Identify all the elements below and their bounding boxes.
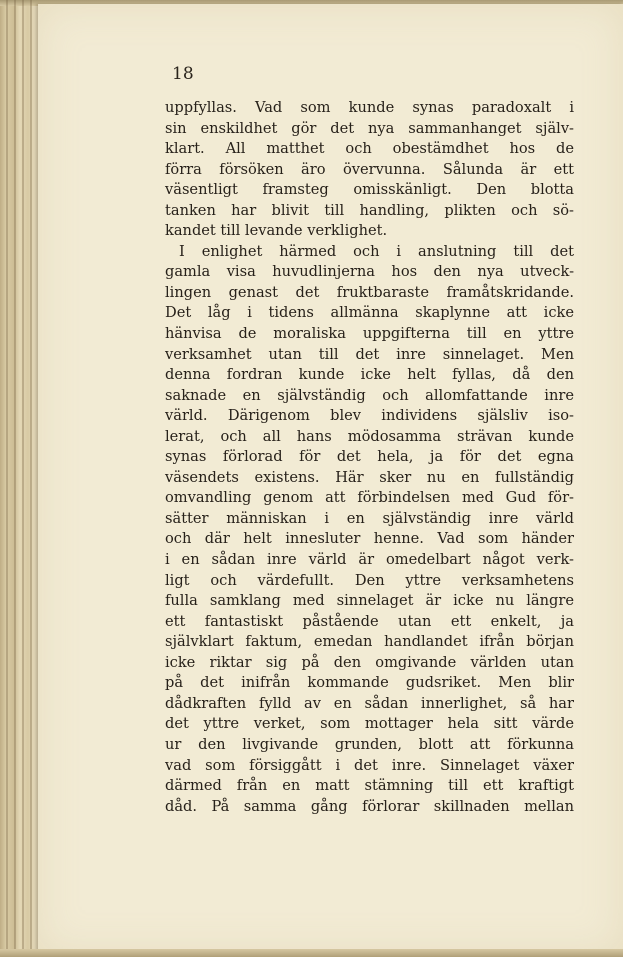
text-line: dådkraften fylld av en sådan innerlighet, så har (165, 694, 574, 712)
page-edge-line (22, 0, 24, 957)
text-line: på det inifrån kommande gudsriket. Men blir (165, 674, 574, 692)
text-line: ur den livgivande grunden, blott att förkunna (165, 735, 574, 753)
text-line: I enlighet härmed och i anslutning till det (179, 242, 574, 260)
bottom-page-edge (0, 949, 623, 957)
text-line: fulla samklang med sinnelaget är icke nu längre (165, 592, 574, 610)
text-line: och där helt innesluter henne. Vad som händer (165, 530, 574, 548)
text-line: dåd. På samma gång förlorar skillnaden mellan (165, 797, 574, 815)
text-line: sin enskildhet gör det nya sammanhanget själv- (165, 119, 574, 137)
text-line: lingen genast det fruktbaraste framåtskridande. (165, 283, 574, 301)
text-line: ligt och värdefullt. Den yttre verksamhetens (165, 571, 574, 589)
text-line: uppfyllas. Vad som kunde synas paradoxalt i (165, 99, 574, 116)
text-line: klart. All matthet och obestämdhet hos de (165, 140, 574, 158)
page-edge-line (14, 0, 16, 957)
text-line: omvandling genom att förbindelsen med Gud för- (165, 489, 574, 507)
text-line: därmed från en matt stämning till ett kraftigt (165, 777, 574, 795)
text-line: denna fordran kunde icke helt fyllas, då den (165, 366, 574, 384)
text-line: i en sådan inre värld är omedelbart något verk- (165, 551, 574, 569)
text-line: icke riktar sig på den omgivande världen utan (165, 653, 574, 671)
text-line: självklart faktum, emedan handlandet ifrån början (165, 633, 574, 651)
text-line: verksamhet utan till det inre sinnelaget. Men (165, 345, 574, 363)
text-line: förra försöken äro övervunna. Sålunda är ett (165, 160, 574, 178)
text-line: kandet till levande verklighet. (165, 222, 388, 240)
text-line: tanken har blivit till handling, plikten och sö- (165, 201, 574, 219)
text-line: väsentligt framsteg omisskänligt. Den blotta (165, 181, 574, 199)
text-line: Det låg i tidens allmänna skaplynne att icke (165, 304, 574, 322)
text-line: sätter människan i en självständig inre värld (165, 509, 574, 527)
page-number: 18 (172, 64, 194, 84)
text-line: värld. Därigenom blev individens själsliv iso- (165, 407, 574, 425)
text-line: saknade en självständig och allomfattande inre (165, 386, 574, 404)
text-line: synas förlorad för det hela, ja för det egna (165, 448, 574, 466)
text-line: lerat, och all hans mödosamma strävan kunde (165, 427, 574, 445)
body-text (165, 98, 574, 817)
page-edge-line (6, 0, 8, 957)
text-line: gamla visa huvudlinjerna hos den nya utveck- (165, 263, 574, 281)
text-line: väsendets existens. Här sker nu en fullständig (165, 468, 574, 486)
text-line: vad som försiggått i det inre. Sinnelaget växer (165, 756, 574, 774)
page-edge-line (30, 0, 32, 957)
text-line: hänvisa de moraliska uppgifterna till en yttre (165, 325, 574, 343)
text-line: det yttre verket, som mottager hela sitt värde (165, 715, 574, 733)
text-line: ett fantastiskt påstående utan ett enkelt, ja (165, 612, 574, 630)
